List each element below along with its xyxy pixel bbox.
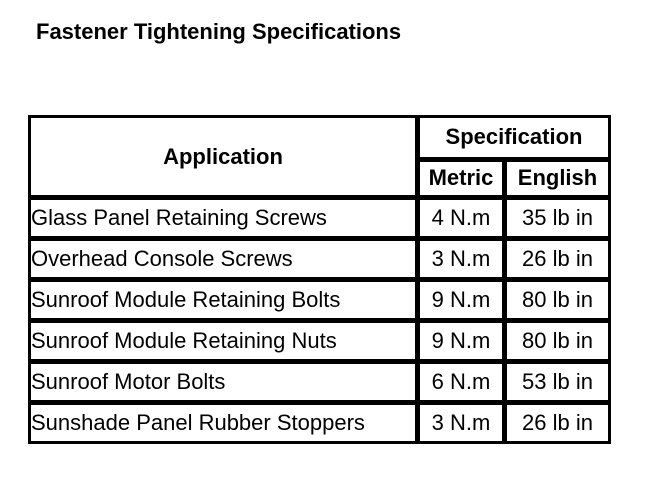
cell-application: Glass Panel Retaining Screws: [31, 200, 420, 241]
cell-metric: 3 N.m: [420, 241, 507, 282]
cell-application: Overhead Console Screws: [31, 241, 420, 282]
cell-application: Sunroof Module Retaining Nuts: [31, 323, 420, 364]
cell-application: Sunroof Motor Bolts: [31, 364, 420, 405]
table-row: [31, 405, 608, 441]
cell-metric: 9 N.m: [420, 282, 507, 323]
cell-application: Sunshade Panel Rubber Stoppers: [31, 405, 420, 441]
cell-metric: 3 N.m: [420, 405, 507, 441]
cell-english: 53 lb in: [507, 364, 608, 405]
cell-english: 35 lb in: [507, 200, 608, 241]
table-row: [31, 282, 608, 323]
cell-english: 80 lb in: [507, 282, 608, 323]
cell-application: Sunroof Module Retaining Bolts: [31, 282, 420, 323]
header-specification: Specification: [420, 118, 608, 162]
cell-metric: 9 N.m: [420, 323, 507, 364]
table-row: [31, 241, 608, 282]
cell-english: 80 lb in: [507, 323, 608, 364]
cell-metric: 4 N.m: [420, 200, 507, 241]
cell-metric: 6 N.m: [420, 364, 507, 405]
header-english: English: [507, 162, 608, 200]
fastener-spec-table: [28, 115, 611, 444]
page-title: Fastener Tightening Specifications: [36, 19, 402, 44]
cell-english: 26 lb in: [522, 410, 593, 435]
header-application: Application: [31, 118, 420, 200]
table-row: [31, 200, 608, 241]
cell-english: 26 lb in: [507, 241, 608, 282]
table-header-row: [31, 118, 608, 162]
header-metric: Metric: [420, 162, 507, 200]
table-row: [31, 364, 608, 405]
table-row: [31, 323, 608, 364]
